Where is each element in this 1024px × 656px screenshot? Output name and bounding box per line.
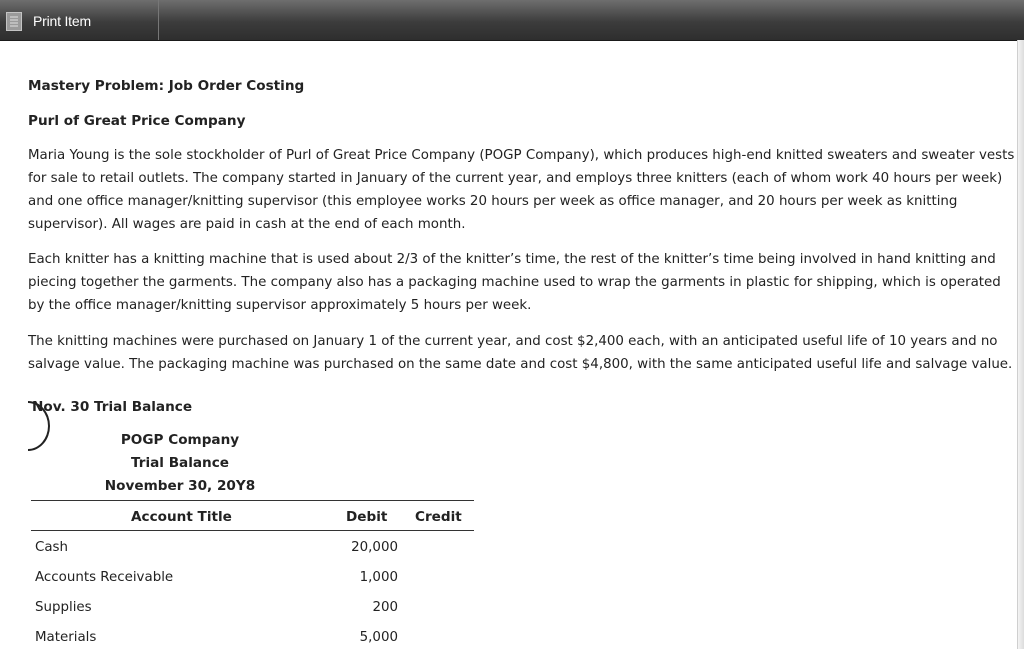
print-item-button[interactable] [0, 0, 159, 40]
debit-cell: 5,000 [359, 630, 398, 645]
company-heading: Purl of Great Price Company [28, 113, 246, 129]
table-row [31, 566, 474, 596]
table-row [31, 626, 474, 656]
paragraph-intro: Maria Young is the sole stockholder of Purl of Great Price Company (POGP Company), which produces high-end knitted sweaters and sweater vests for sale to retail outlets. The company started in January of the current year, and employs three knitters (each of whom work 40 hours per week) and one office manager/knitting supervisor (this employee works 20 hours per week as office manager, and 20 hours per week as knitting supervisor). All wages are paid in cash at the end of each month. [28, 148, 1015, 232]
document-icon [6, 12, 22, 31]
debit-cell: 200 [372, 600, 398, 615]
table-rule-bottom [31, 530, 474, 531]
table-row [31, 596, 474, 626]
scrollbar[interactable] [1017, 40, 1024, 649]
toolbar-divider [158, 0, 159, 40]
trial-balance-section-heading: Nov. 30 Trial Balance [32, 399, 193, 415]
column-header-account: Account Title [131, 509, 232, 525]
account-cell: Accounts Receivable [35, 570, 174, 585]
paragraph-depreciation: The knitting machines were purchased on January 1 of the current year, and cost $2,400 each, with an anticipated useful life of 10 years and no salvage value. The packaging machine was purchased on the same date and cost $4,800, with the same anticipated useful life and salvage value. [28, 334, 1013, 372]
account-cell: Materials [35, 630, 97, 645]
statement-date: November 30, 20Y8 [104, 478, 256, 494]
statement-company: POGP Company [120, 432, 240, 448]
toolbar [0, 0, 1024, 41]
account-cell: Supplies [35, 600, 92, 615]
account-cell: Cash [35, 540, 69, 555]
column-header-debit: Debit [346, 509, 388, 525]
problem-title: Mastery Problem: Job Order Costing [28, 78, 305, 94]
table-row [31, 536, 474, 566]
paragraph-machines: Each knitter has a knitting machine that is used about 2/3 of the knitter’s time, the rest of the knitter’s time being involved in hand knitting and piecing together the garments. The company also has a packaging machine used to wrap the garments in plastic for shipping, which is operated by the office manager/knitting supervisor approximately 5 hours per week. [28, 252, 1001, 313]
print-item-label: Print Item [33, 13, 91, 29]
table-rule-top [31, 500, 474, 501]
column-header-credit: Credit [415, 509, 462, 525]
debit-cell: 20,000 [351, 540, 398, 555]
statement-name: Trial Balance [130, 455, 230, 471]
debit-cell: 1,000 [359, 570, 398, 585]
